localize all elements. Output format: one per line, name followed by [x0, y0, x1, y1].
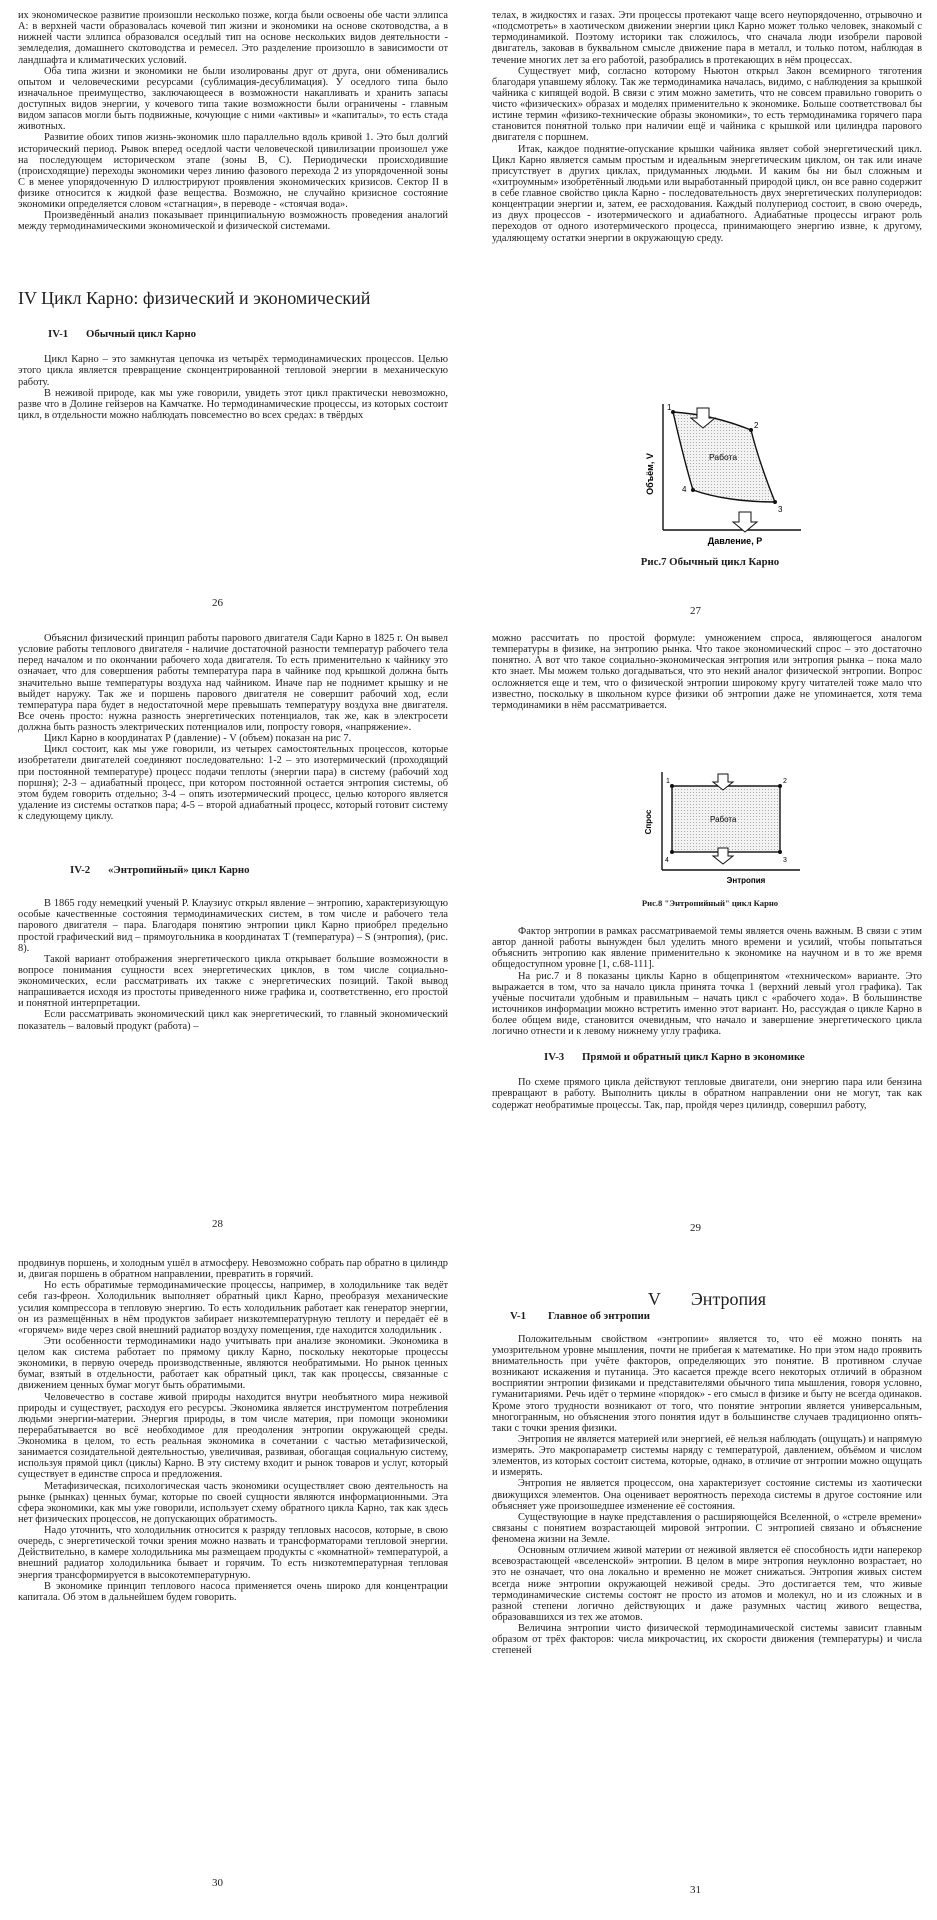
section-iv-3-heading [492, 1051, 922, 1063]
page30-para-5: Метафизическая, психологическая часть экономики осуществляет свою деятельность на рынке (рынках) ценных бумаг, которые по своей сущности являются информационными. Эта сфера экономики, как мы уже говорили, использует схему обратного цикла Карно, так как здесь нет физических процессов, не допускающих обратимость. [18, 1480, 448, 1525]
page29-para-4: По схеме прямого цикла действуют тепловые двигатели, они энергию пара или бензина превращают в работу. Выполнить циклы в обратном направлении они не могут, так как содержат необратимые процессы. Так, пар, пройдя через цилиндр, совершил работу, [492, 1077, 922, 1111]
page31-para-4: Существующие в науке представления о расширяющейся Вселенной, о «стреле времени» связаны с понятием возрастающей мировой энтропии. С энтропией связано и объяснение феномена жизни на Земле. [492, 1511, 922, 1546]
section-title: Главное об энтропии [548, 1309, 650, 1322]
point-4-marker [670, 850, 674, 854]
page26-intro-1: их экономическое развитие произошли несколько позже, когда были освоены обе части эллипса А: в верхней части образовалась кочевой тип жизни и экономики на основе скотоводства, а в нижней части эллипса образовался оседлый тип на основе нескольких видов деятельности - земледелия, домашнего скотоводства и ремесел. Это разделение произошло в зависимости от ландшафта и климатических условий. [18, 10, 448, 66]
page31-para-2: Энтропия не является материей или энергией, её нельзя наблюдать (ощущать) и напрямую измерять. Это макропараметр системы наряду с температурой, давлением, объёмом и числом элементов, из которых состоит система, которые, однако, в отличие от энтропии можно ощущать и измерять. [492, 1433, 922, 1479]
page28-para-4: В 1865 году немецкий ученый Р. Клаузиус открыл явление – энтропию, характеризующую особые качественные состояния термодинамических систем, в том числе и рабочего тела парового двигателя – пара. Благодаря понятию энтропии цикл Карно приобрел предельно простой графический вид – прямоугольника в координатах Т (температура) – S (энтропия), (рис. 8). [18, 898, 448, 954]
page27-para-1: телах, в жидкостях и газах. Эти процессы протекают чаще всего неупорядоченно, отрывочно и «подсмотреть» в хаотическом движении энергии цикл Карно может только человек, знакомый с термодинамикой. Поэтому историки так сложилось, что сначала люди изобрели паровой двигатель, заковав в буквальном смысле движение пара в металл, и только потом, наблюдая в течение многих лет за его работой, разобрались в протекающих в нём процессах. [492, 10, 922, 66]
point-3-label: 3 [783, 857, 787, 864]
page29-para-2: Фактор энтропии в рамках рассматриваемой темы является очень важным. В связи с этим автор данной работы вынужден был уделить много времени и усилий, чтобы попытаться объяснить энтропию как явление применительно к экономике на научном и в то же время общедоступном уровне [1, с.68-111]. [492, 926, 922, 971]
point-1-marker [670, 784, 674, 788]
section-title: Прямой и обратный цикл Карно в экономике [582, 1051, 805, 1064]
chapter-v-title [492, 1290, 922, 1310]
page-26 [18, 10, 448, 585]
point-4-marker [691, 488, 695, 492]
page28-para-2: Цикл Карно в координатах Р (давление) - V (объем) показан на рис 7. [44, 733, 352, 745]
page-27 [492, 10, 922, 410]
work-label: Работа [709, 452, 738, 462]
page31-para-5: Основным отличием живой материи от неживой является её способность идти наперекор всевозрастающей «вселенской» энтропии. В целом в мире энтропия неуклонно возрастает, но это не означает, что она локально и временно не может снижаться. Энтропия живых систем всегда ниже энтропии окружающей неживой среды. Это достигается тем, что живые термодинамические системы состоят не просто из атомов и молекул, но и из сложных и в разной степени логично действующих и даже разумных частиц живого вещества, образовавшихся из тех же атомов. [492, 1545, 922, 1623]
section-number: IV-3 [544, 1051, 565, 1064]
page-number-29: 29 [690, 1222, 701, 1234]
page-31 [492, 1290, 922, 1865]
page31-para-3: Энтропия не является процессом, она характеризует состояние системы из хаотически движущихся элементов. Она оценивает вероятность перехода системы в другое состояние или объясняет уже произошедшее изменение её состояния. [492, 1478, 922, 1512]
page-number-26: 26 [212, 597, 223, 609]
point-1-marker [671, 410, 675, 414]
figure-7-caption: Рис.7 Обычный цикл Карно [640, 556, 780, 568]
page26-body-1: Цикл Карно – это замкнутая цепочка из четырёх термодинамических процессов. Целью этого цикла является превращение сконцентрированной тепловой энергии в механическую работу. [18, 354, 448, 388]
page-29-continued [492, 926, 922, 1196]
page28-para-3: Цикл состоит, как мы уже говорили, из четырех самостоятельных процессов, которые изобретатели двигателей соединяют последовательно: 1-2 – это изотермический (проходящий при постоянной температуре) процесс подачи теплоты (энергии пара) в систему (рабочий ход поршня); 2-3 – адиабатный процесс, при котором постоянной остается энтропия системы, об этом будем говорить отдельно; 3-4 – опять изотермический процесс, целью которого является удаление из системы остатков пара; 4-5 – второй адиабатный процесс, который готовит систему к следующему циклу. [18, 744, 448, 822]
page28-para-6: Если рассматривать экономический цикл как энергетический, то главный экономический показатель – валовый продукт (работа) – [18, 1009, 448, 1032]
point-1-label: 1 [666, 778, 670, 785]
figure-8-caption: Рис.8 "Энтропийный" цикл Карно [641, 898, 779, 908]
ts-diagram [638, 770, 808, 890]
section-iv-2-heading [18, 864, 448, 876]
page-number-31: 31 [690, 1884, 701, 1896]
page26-intro-4: Произведённый анализ показывает принципиальную возможность проведения аналогий между термодинамическими экономической и физической системами. [18, 210, 448, 233]
page26-intro-2: Оба типа жизни и экономики не были изолированы друг от друга, они обменивались опытом и человеческими ресурсами (сублимация-десублимация). У оседлого типа было изначальное преимущество, заключающееся в возможности накапливать и хранить запасы доступных видов энергии, у кочевого типа такие возможности были ограничены - главным видом запасов могли быть подвижные, кочующие с ними «активы» и «капиталы», то есть стада животных. [18, 65, 448, 133]
x-axis-label: Давление, P [707, 536, 763, 546]
section-number: IV-2 [70, 864, 91, 877]
work-label: Работа [710, 815, 737, 824]
page28-para-5: Такой вариант отображения энергетического цикла открывает большие возможности в вопросе понимания сущности всех энергетических циклов, в том числе социально-экономических, если рассматривать их также с энергетических позиций. Такой вывод напрашивается исходя из простоты приведенного ниже графика и, соответственно, его простой и понятной интерпретации. [18, 953, 448, 1010]
section-v-1-heading [492, 1310, 922, 1322]
pv-diagram [635, 402, 805, 562]
point-2-marker [749, 428, 753, 432]
point-3-marker [778, 850, 782, 854]
page30-para-4: Человечество в составе живой природы находится внутри необъятного мира неживой природы и существует, расходуя его ресурсы. Экономика является инструментом потребления людьми энергии-материи. Энергия природы, в том числе материя, при помощи экономики перерабатывается во всё необходимое для преодоления энтропии окружающей среды. Экономика в целом, то есть реальная экономика в сочетании с частью метафизической, занимается созидательной деятельностью, увеличивая, развивая, обогащая социальную систему, используя прямой цикл (циклы) Карно. В эту систему входит и рынок товаров и услуг, который существует в единстве спроса и предложения. [18, 1391, 448, 1481]
page30-para-6: Надо уточнить, что холодильник относится к разряду тепловых насосов, которые, в свою очередь, с энергетической точки зрения можно назвать и трансформаторами тепловой энергии. Действительно, в камере холодильника мы размещаем продукты с «комнатной» температурой, а внешний радиатор холодильника бывает и горячим. То есть низкотемпературная тепловая энергия трансформируется в высокотемпературную. [18, 1525, 448, 1581]
section-number: IV-1 [48, 328, 69, 341]
page28-para-1: Объяснил физический принцип работы парового двигателя Сади Карно в 1825 г. Он вывел условие работы теплового двигателя - наличие достаточной разности температур рабочего тела перед началом и по окончании рабочего хода двигателя. То есть применительно к чайнику это означает, что для совершения работы температура пара в чайнике под крышкой должна быть значительно выше температуры воздуха над чайником. Иначе пар не поднимет крышку и не выйдет наружу. Так же и поршень парового двигателя не совершит рабочий ход, если температура пара будет в недостаточной мере превышать температуру воздуха вне двигателя. Все очень просто: нужна разность энергетических потенциалов, так же, как в электросети должна быть разность электрических потенциалов или, попросту говоря, «напряжение». [18, 633, 448, 733]
x-axis-label: Энтропия [726, 876, 766, 885]
chapter-number: V [647, 1290, 661, 1309]
point-2-label: 2 [754, 421, 759, 430]
point-2-marker [778, 784, 782, 788]
figure-7-carnot-cycle [635, 402, 805, 562]
heat-out-arrow-icon [733, 512, 757, 532]
page29-para-1: можно рассчитать по простой формуле: умножением спроса, являющегося аналогом температуры в физике, на энтропию рынка. Что такое экономический спрос – это достаточно понятно. А вот что такое социально-экономическая энтропия или энтропия рынка – пока мало кто знает. Мы можем только догадываться, что это некий аналог физической энтропии. Вопрос осложняется еще и тем, что о физической энтропии широкому кругу читателей тоже мало что известно, поскольку в школьном курсе физики об энтропии даже не упоминается, хотя тема термодинамики в нём рассматривается. [492, 633, 922, 711]
figure-8-entropy-cycle [638, 770, 808, 890]
point-3-label: 3 [778, 505, 783, 514]
page30-para-7: В экономике принцип теплового насоса применяется очень широко для концентрации капитала. Об этом в дальнейшем будем говорить. [18, 1580, 448, 1603]
page30-para-2: Но есть обратимые термодинамические процессы, например, в холодильнике так ведёт себя газ-фреон. Холодильник выполняет обратный цикл Карно, преобразуя механические усилия компрессора в тепловую энергию. То есть холодильник работает как генератор энергии, он из размещённых в нём продуктов забирает низкотемпературную теплоту и передаёт её в «горячем» виде через свой внешний радиатор воздуху помещения, где находится холодильник . [18, 1280, 448, 1336]
page-number-27: 27 [690, 605, 701, 617]
point-1-label: 1 [667, 403, 672, 412]
page30-para-1: продвинув поршень, и холодным ушёл в атмосферу. Невозможно собрать пар обратно в цилиндр и, двигая поршень в обратном направлении, превратить в горячий. [18, 1258, 448, 1281]
page-29 [492, 633, 922, 753]
page31-para-6: Величина энтропии чисто физической термодинамической системы зависит главным образом от трёх факторов: числа микрочастиц, их скорости движения (температуры) и числа степеней [492, 1623, 922, 1657]
chapter-title: Энтропия [690, 1290, 767, 1309]
y-axis-label: Объём, V [645, 453, 655, 495]
y-axis-label: Спрос [644, 809, 653, 835]
point-2-label: 2 [783, 778, 787, 785]
page27-para-2: Существует миф, согласно которому Ньютон открыл Закон всемирного тяготения благодаря упавшему яблоку. Так же термодинамика началась, видимо, с наблюдения за крышкой чайника с кипящей водой. В связи с этим можно заметить, что не совсем правильно говорить о чисто «физических» образах и моделях применительно к экономике. Больше соответствовал бы истине термин «физико-технические образы экономики», то есть термодинамика горячего пара становится понятной только при наличии ещё и чайника с крышкой или цилиндра парового двигателя с поршнем. [492, 65, 922, 144]
section-iv-1-heading [18, 328, 448, 340]
page-number-28: 28 [212, 1218, 223, 1230]
page26-body-2: В неживой природе, как мы уже говорили, увидеть этот цикл практически невозможно, разве что в Долине гейзеров на Камчатке. Но термодинамические процессы, из которых состоит цикл, в отдельности можно наблюдать повсеместно во всех средах: в твёрдых [18, 387, 448, 421]
section-number: V-1 [510, 1309, 526, 1322]
chapter-iv-title: IV Цикл Карно: физический и экономический [18, 287, 371, 308]
page30-para-3: Эти особенности термодинамики надо учитывать при анализе экономики. Экономика в целом как система работает по прямому циклу Карно, поскольку некоторые процессы экономики, в первую очередь производственные, являются необратимыми. Но рынок ценных бумаг, взятый в отдельности, работает как обратный цикл, так как процессы, связанные с движением ценных бумаг могут быть обратимыми. [18, 1335, 448, 1392]
point-4-label: 4 [682, 485, 687, 494]
page29-para-3: На рис.7 и 8 показаны циклы Карно в общепринятом «техническом» варианте. Это выражается в том, что за начало цикла принята точка 1 (верхний левый угол графика). Так учёные посчитали удобным и правильным – начать цикл с «рабочего хода». В большинстве источников информации можно встретить именно этот вариант. Но, рассуждая о цикле Карно в более общем виде, становится очевидным, что начало и завершение энергетического цикла логично отнести и к левому нижнему углу графика. [492, 970, 922, 1038]
page-28 [18, 633, 448, 1233]
page31-para-1: Положительным свойством «энтропии» является то, что её можно понять на умозрительном уровне мышления, почти не прибегая к математике. Но при этом надо проявить внимательность при учёте факторов, определяющих это понятие. В противном случае возникают искажения и путаница. Это касается прежде всего некоторых отличий в образном восприятии энтропии физиками и представителями обычного типа мышления, говоря условно, гуманитариями. Речь идёт о термине «порядок» - его смысл в физике и быту не всегда одинаков. Кроме этого трудности возникают от того, что понятие энтропии является универсальным, многогранным, но объяснения этого понятия идут в большинстве случаев традиционно опять-таки с точки зрения физики. [492, 1333, 922, 1434]
section-title: «Энтропийный» цикл Карно [108, 864, 250, 877]
section-title: Обычный цикл Карно [86, 328, 197, 341]
page26-intro-3: Развитие обоих типов жизнь-экономик шло параллельно вдоль кривой 1. Это был долгий исторический период. Рывок вперед оседлой части человеческой цивилизации произошел уже на последующем историческом этапе (зоны В, С). Периодически происходившие (происходящие) переходы экономики через линию фазового перехода 2 из упорядоченной зоны С в менее упорядоченную D иллюстрируют проявления экономических кризисов. Сектор II в физике относится к жидкой фазе вещества. Возможно, не случайно кризисное состояние экономики определяется словом «стагнация», в переводе - «стоячая вода». [18, 132, 448, 211]
page-number-30: 30 [212, 1877, 223, 1889]
point-3-marker [773, 500, 777, 504]
page-30 [18, 1258, 448, 1863]
page27-para-3: Итак, каждое поднятие-опускание крышки чайника являет собой энергетический цикл. Цикл Карно является самым простым и идеальным энергетическим циклом, он так или иначе присутствует в других циклах, придуманных людьми. И каким бы ни был сложным и «хитроумным» изобретённый людьми или выработанный природой цикл, он все равно содержит в себе главное свойство цикла Карно - последовательность двух энергетических полупериодов: концентрации энергии и, затем, ее расходования. Каждый полупериод состоит, в свою очередь, из двух процессов - изотермического и адиабатного. Адиабатные процессы играют роль переходов от одного изотермического процесса, принимающего энергию извне, к другому, удаляющему остатки энергии в окружающую среду. [492, 143, 922, 244]
point-4-label: 4 [665, 857, 669, 864]
